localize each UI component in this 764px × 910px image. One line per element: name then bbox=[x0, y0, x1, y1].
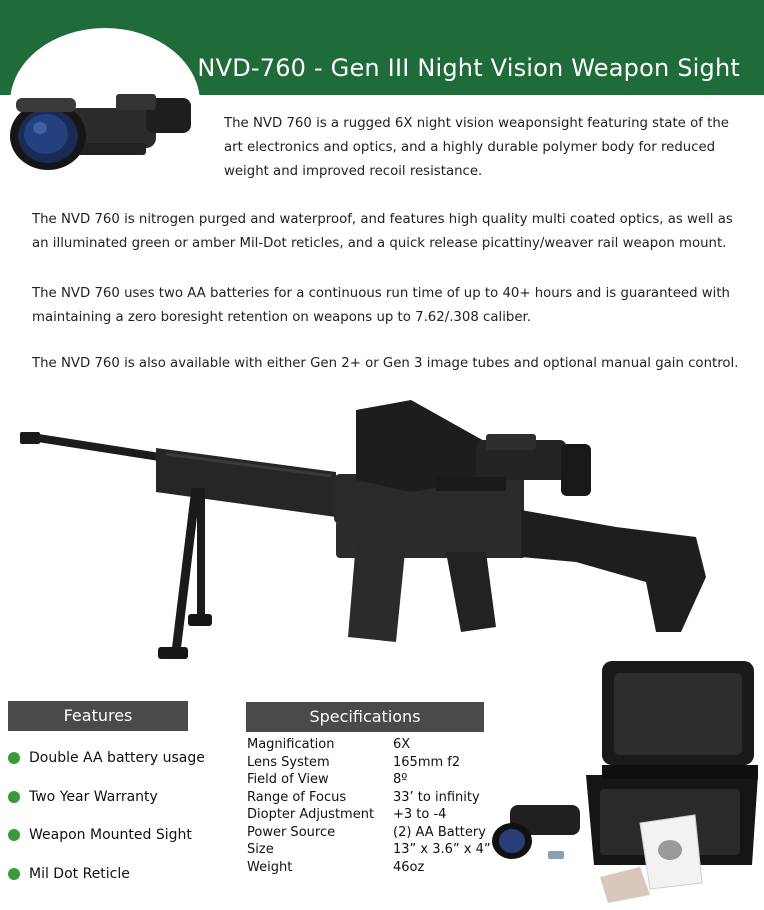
description-paragraph: The NVD 760 uses two AA batteries for a continuous run time of up to 40+ hours and is guaranteed with maintaining a zero boresight retention on weapons up to 7.62/.308 caliber. bbox=[32, 286, 730, 325]
spec-value: 33’ to infinity bbox=[393, 789, 480, 805]
feature-label: Mil Dot Reticle bbox=[29, 865, 130, 882]
carry-case-image bbox=[490, 655, 762, 905]
specifications-heading: Specifications bbox=[246, 702, 484, 732]
spec-row bbox=[247, 859, 497, 877]
feature-label: Two Year Warranty bbox=[29, 788, 158, 805]
feature-label: Double AA battery usage bbox=[29, 750, 205, 766]
feature-item bbox=[8, 785, 228, 824]
spec-row bbox=[247, 789, 497, 807]
spec-value: 13” x 3.6” x 4” bbox=[393, 842, 491, 857]
feature-item bbox=[8, 823, 228, 862]
feature-item bbox=[8, 746, 228, 785]
spec-value: +3 to -4 bbox=[393, 807, 447, 822]
bullet-icon bbox=[8, 752, 20, 764]
spec-label: Field of View bbox=[247, 772, 329, 787]
specifications-table bbox=[247, 736, 497, 876]
spec-value: 46oz bbox=[393, 859, 425, 875]
feature-item bbox=[8, 862, 228, 901]
description-paragraph: The NVD 760 is also available with either Gen 2+ or Gen 3 image tubes and optional manual gain control. bbox=[32, 356, 739, 371]
description-paragraph: The NVD 760 is nitrogen purged and waterproof, and features high quality multi coated optics, as well as an illuminated green or amber Mil-Dot reticles, and a quick release picattiny/weaver rail weapon mount. bbox=[32, 212, 733, 251]
spec-row bbox=[247, 841, 497, 859]
spec-row bbox=[247, 771, 497, 789]
spec-row bbox=[247, 754, 497, 772]
page-title: NVD-760 - Gen III Night Vision Weapon Sight bbox=[197, 54, 740, 82]
bullet-icon bbox=[8, 829, 20, 841]
spec-label: Range of Focus bbox=[247, 789, 347, 805]
spec-value: (2) AA Battery bbox=[393, 824, 486, 840]
intro-paragraph: The NVD 760 is a rugged 6X night vision weaponsight featuring state of the art electronics and optics, and a highly durable polymer body for reduced weight and improved recoil resistance. bbox=[224, 116, 729, 179]
spec-row bbox=[247, 824, 497, 842]
spec-row bbox=[247, 736, 497, 754]
spec-label: Magnification bbox=[247, 737, 335, 752]
spec-label: Power Source bbox=[247, 824, 336, 840]
spec-label: Diopter Adjustment bbox=[247, 807, 375, 822]
bullet-icon bbox=[8, 791, 20, 803]
spec-label: Weight bbox=[247, 859, 293, 875]
night-vision-sight-image bbox=[6, 88, 196, 188]
features-list bbox=[8, 746, 228, 900]
features-heading: Features bbox=[8, 701, 188, 731]
spec-value: 165mm f2 bbox=[393, 754, 461, 770]
feature-label: Weapon Mounted Sight bbox=[29, 827, 192, 843]
rifle-with-sight-image bbox=[16, 392, 716, 672]
bullet-icon bbox=[8, 868, 20, 880]
spec-label: Lens System bbox=[247, 754, 330, 770]
spec-value: 8º bbox=[393, 772, 408, 787]
spec-label: Size bbox=[247, 842, 274, 857]
spec-row bbox=[247, 806, 497, 824]
spec-value: 6X bbox=[393, 737, 411, 752]
